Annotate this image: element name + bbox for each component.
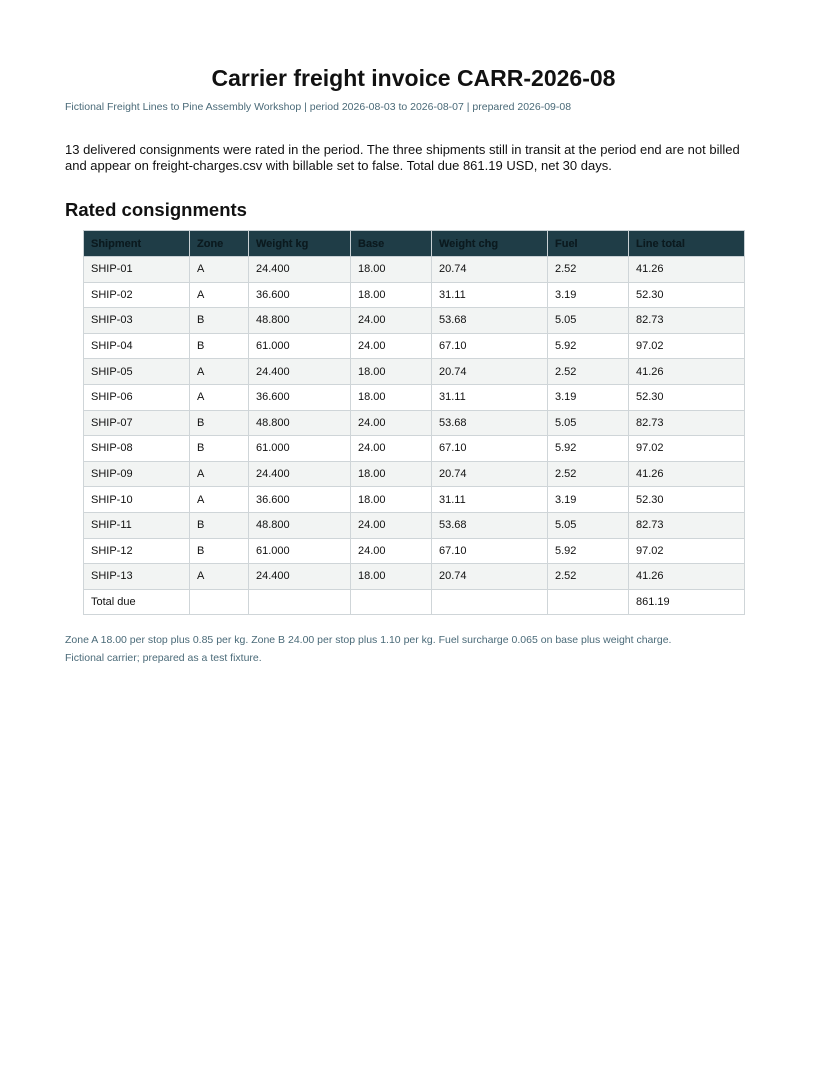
cell-weight-chg: 31.11 [432, 282, 548, 308]
cell-fuel: 5.92 [548, 333, 629, 359]
cell-line-total: 97.02 [629, 538, 745, 564]
cell-zone: A [190, 359, 249, 385]
cell-base: 24.00 [351, 308, 432, 334]
cell-weight-kg: 48.800 [249, 308, 351, 334]
table-row [84, 564, 745, 590]
footnote [65, 631, 765, 667]
column-header-weight-chg: Weight chg [432, 231, 548, 257]
cell-fuel: 5.05 [548, 308, 629, 334]
cell-weight-kg: 61.000 [249, 436, 351, 462]
cell-weight-kg: 24.400 [249, 564, 351, 590]
cell-line-total: 41.26 [629, 257, 745, 283]
cell-line-total: 52.30 [629, 487, 745, 513]
table-row [84, 461, 745, 487]
cell-weight-kg: 24.400 [249, 359, 351, 385]
total-label: Total due [84, 589, 190, 615]
cell-fuel: 3.19 [548, 487, 629, 513]
cell-weight-chg: 20.74 [432, 461, 548, 487]
cell-line-total: 52.30 [629, 384, 745, 410]
cell-weight-kg: 24.400 [249, 461, 351, 487]
cell-zone: B [190, 333, 249, 359]
cell-shipment: SHIP-12 [84, 538, 190, 564]
cell-fuel: 2.52 [548, 564, 629, 590]
cell-weight-chg: 67.10 [432, 436, 548, 462]
table-row [84, 512, 745, 538]
column-header-base: Base [351, 231, 432, 257]
cell-zone: B [190, 512, 249, 538]
cell-fuel: 2.52 [548, 461, 629, 487]
column-header-line-total: Line total [629, 231, 745, 257]
cell-weight-chg: 20.74 [432, 564, 548, 590]
cell-fuel: 5.05 [548, 512, 629, 538]
table-row [84, 282, 745, 308]
cell-weight-chg: 20.74 [432, 257, 548, 283]
cell-zone: B [190, 436, 249, 462]
consignments-table [83, 230, 745, 615]
footnote-disclaimer: Fictional carrier; prepared as a test fixture. [65, 652, 262, 664]
cell-fuel: 2.52 [548, 257, 629, 283]
table-row [84, 487, 745, 513]
cell-shipment: SHIP-07 [84, 410, 190, 436]
cell-zone: A [190, 564, 249, 590]
cell-line-total: 97.02 [629, 333, 745, 359]
cell-base: 18.00 [351, 282, 432, 308]
cell-weight-kg: 61.000 [249, 538, 351, 564]
cell-base: 24.00 [351, 410, 432, 436]
cell-base: 18.00 [351, 461, 432, 487]
cell-fuel: 5.92 [548, 538, 629, 564]
intro-paragraph: 13 delivered consignments were rated in the period. The three shipments still in transit at the period end are not billed and appear on freight-charges.csv with billable set to false. Total due 861.19 USD, net 30 days. [65, 142, 740, 173]
cell-base: 24.00 [351, 436, 432, 462]
table-body [84, 257, 745, 615]
total-row [84, 589, 745, 615]
cell-shipment: SHIP-05 [84, 359, 190, 385]
table-row [84, 257, 745, 283]
cell-line-total: 41.26 [629, 461, 745, 487]
cell-weight-chg: 31.11 [432, 384, 548, 410]
total-empty-cell [249, 589, 351, 615]
page-title: Carrier freight invoice CARR-2026-08 [211, 65, 616, 91]
cell-zone: B [190, 538, 249, 564]
cell-zone: A [190, 487, 249, 513]
total-empty-cell [351, 589, 432, 615]
total-amount: 861.19 [629, 589, 745, 615]
cell-fuel: 3.19 [548, 384, 629, 410]
table-row [84, 333, 745, 359]
cell-base: 18.00 [351, 257, 432, 283]
cell-line-total: 82.73 [629, 308, 745, 334]
cell-weight-chg: 53.68 [432, 410, 548, 436]
cell-weight-chg: 67.10 [432, 538, 548, 564]
cell-base: 24.00 [351, 512, 432, 538]
total-empty-cell [432, 589, 548, 615]
cell-weight-chg: 53.68 [432, 512, 548, 538]
cell-weight-kg: 24.400 [249, 257, 351, 283]
cell-fuel: 5.92 [548, 436, 629, 462]
cell-base: 18.00 [351, 564, 432, 590]
cell-zone: A [190, 461, 249, 487]
cell-line-total: 97.02 [629, 436, 745, 462]
total-empty-cell [548, 589, 629, 615]
invoice-meta-line: Fictional Freight Lines to Pine Assembly Workshop | period 2026-08-03 to 2026-08-07 | prepared 2026-09-08 [65, 101, 572, 113]
cell-base: 24.00 [351, 538, 432, 564]
table-row [84, 436, 745, 462]
cell-shipment: SHIP-06 [84, 384, 190, 410]
cell-weight-kg: 36.600 [249, 487, 351, 513]
cell-shipment: SHIP-09 [84, 461, 190, 487]
cell-line-total: 41.26 [629, 564, 745, 590]
table-row [84, 410, 745, 436]
cell-shipment: SHIP-13 [84, 564, 190, 590]
column-header-weight-kg: Weight kg [249, 231, 351, 257]
column-header-zone: Zone [190, 231, 249, 257]
cell-base: 24.00 [351, 333, 432, 359]
cell-line-total: 41.26 [629, 359, 745, 385]
consignments-table-container [83, 230, 744, 615]
cell-shipment: SHIP-08 [84, 436, 190, 462]
footnote-rates: Zone A 18.00 per stop plus 0.85 per kg. Zone B 24.00 per stop plus 1.10 per kg. Fuel surcharge 0.065 on base plus weight charge. [65, 634, 672, 646]
cell-shipment: SHIP-10 [84, 487, 190, 513]
cell-zone: B [190, 410, 249, 436]
cell-base: 18.00 [351, 384, 432, 410]
table-header-row [84, 231, 745, 257]
cell-zone: B [190, 308, 249, 334]
cell-fuel: 5.05 [548, 410, 629, 436]
table-row [84, 538, 745, 564]
cell-weight-kg: 36.600 [249, 282, 351, 308]
cell-zone: A [190, 384, 249, 410]
cell-weight-chg: 67.10 [432, 333, 548, 359]
table-row [84, 308, 745, 334]
cell-weight-kg: 48.800 [249, 512, 351, 538]
cell-zone: A [190, 257, 249, 283]
cell-weight-chg: 20.74 [432, 359, 548, 385]
cell-shipment: SHIP-04 [84, 333, 190, 359]
cell-base: 18.00 [351, 487, 432, 513]
cell-line-total: 82.73 [629, 410, 745, 436]
cell-weight-chg: 31.11 [432, 487, 548, 513]
section-heading-rated-consignments: Rated consignments [65, 199, 247, 220]
cell-shipment: SHIP-03 [84, 308, 190, 334]
column-header-fuel: Fuel [548, 231, 629, 257]
cell-fuel: 2.52 [548, 359, 629, 385]
cell-weight-kg: 48.800 [249, 410, 351, 436]
total-empty-cell [190, 589, 249, 615]
cell-weight-kg: 61.000 [249, 333, 351, 359]
cell-base: 18.00 [351, 359, 432, 385]
cell-weight-chg: 53.68 [432, 308, 548, 334]
cell-zone: A [190, 282, 249, 308]
cell-weight-kg: 36.600 [249, 384, 351, 410]
cell-line-total: 52.30 [629, 282, 745, 308]
cell-fuel: 3.19 [548, 282, 629, 308]
table-row [84, 359, 745, 385]
cell-shipment: SHIP-01 [84, 257, 190, 283]
cell-shipment: SHIP-02 [84, 282, 190, 308]
column-header-shipment: Shipment [84, 231, 190, 257]
table-row [84, 384, 745, 410]
cell-line-total: 82.73 [629, 512, 745, 538]
cell-shipment: SHIP-11 [84, 512, 190, 538]
